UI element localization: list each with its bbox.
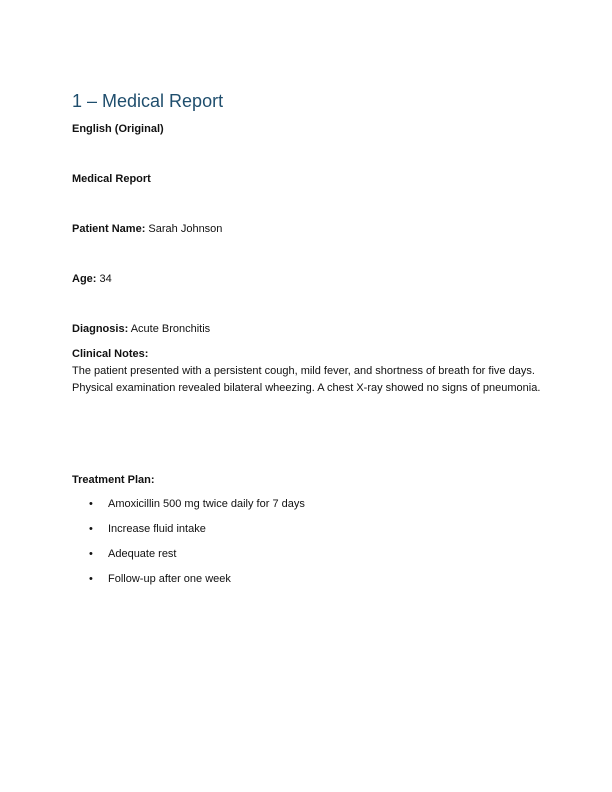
list-item <box>72 497 305 522</box>
bullet-icon: • <box>89 498 93 510</box>
report-title: Medical Report <box>72 173 151 185</box>
diagnosis-value: Acute Bronchitis <box>130 323 211 335</box>
age-value: 34 <box>99 273 112 285</box>
clinical-notes-text: The patient presented with a persistent cough, mild fever, and shortness of breath for five days. Physical examination revealed bilateral wheezing. A chest X-ray showed no signs of pneumonia. <box>72 365 541 394</box>
treatment-plan-list <box>72 497 305 597</box>
treatment-item-text: Increase fluid intake <box>108 523 206 535</box>
bullet-icon: • <box>89 573 93 585</box>
patient-name-row <box>72 222 222 236</box>
patient-name-value: Sarah Johnson <box>148 223 223 235</box>
list-item <box>72 522 305 547</box>
list-item <box>72 572 305 597</box>
diagnosis-label: Diagnosis: <box>72 323 129 335</box>
treatment-item-text: Follow-up after one week <box>108 573 231 585</box>
patient-name-label: Patient Name: <box>72 223 146 235</box>
list-item <box>72 547 305 572</box>
language-label: English (Original) <box>72 123 164 135</box>
diagnosis-row <box>72 322 210 336</box>
treatment-item-text: Adequate rest <box>108 548 177 560</box>
clinical-notes-label: Clinical Notes: <box>72 348 149 360</box>
bullet-icon: • <box>89 548 93 560</box>
age-row <box>72 272 112 286</box>
page-heading: 1 – Medical Report <box>72 91 224 111</box>
age-label: Age: <box>72 273 97 285</box>
treatment-item-text: Amoxicillin 500 mg twice daily for 7 days <box>108 498 305 510</box>
bullet-icon: • <box>89 523 93 535</box>
treatment-plan-label: Treatment Plan: <box>72 474 155 486</box>
